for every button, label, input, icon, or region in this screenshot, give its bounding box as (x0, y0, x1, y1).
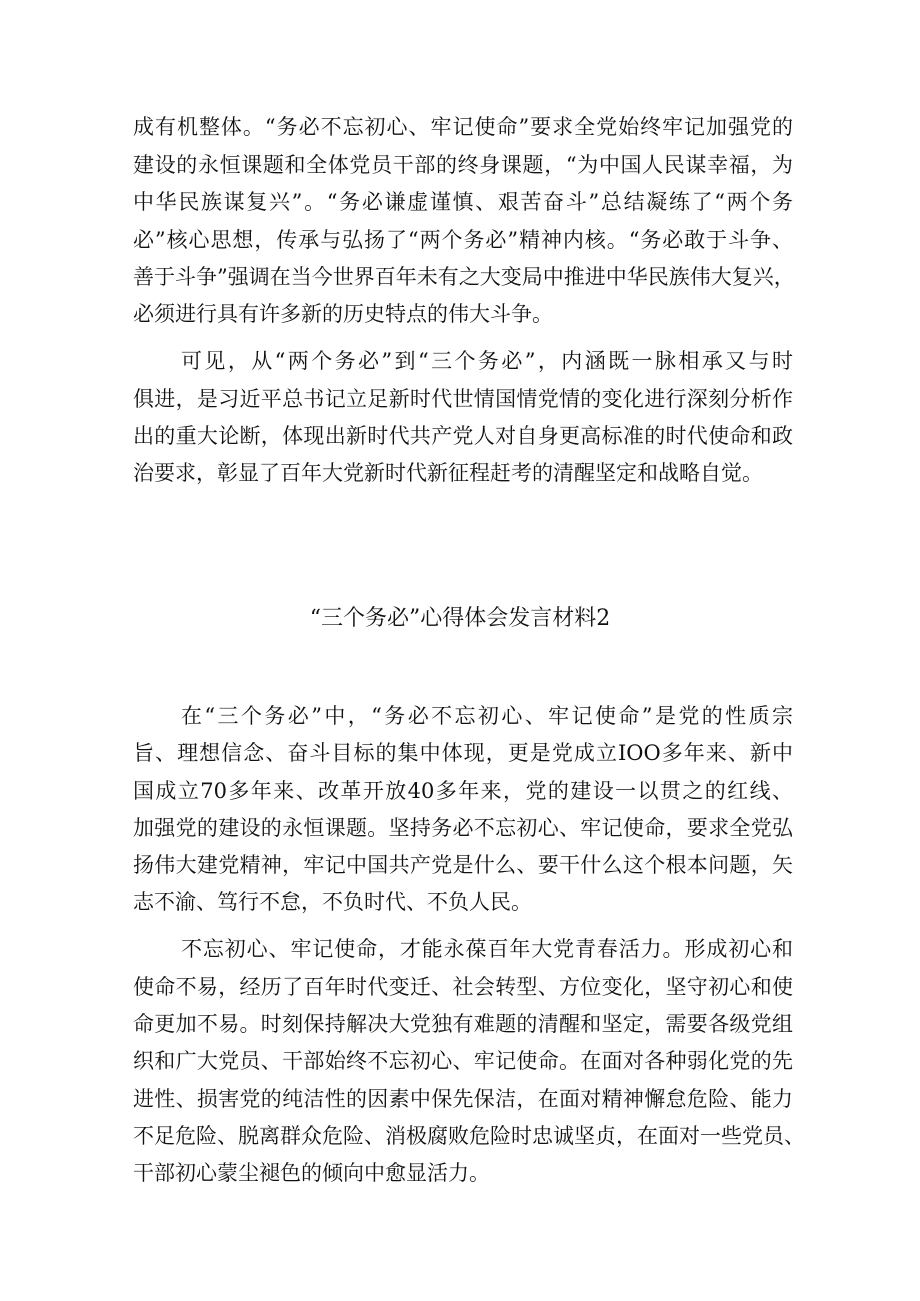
paragraph-line: 进性、损害党的纯洁性的因素中保先保洁，在面对精神懈怠危险、能力 (133, 1087, 793, 1111)
paragraph-line: 干部初心蒙尘褪色的倾向中愈显活力。 (133, 1161, 490, 1185)
paragraph-line: 在“三个务必”中，“务必不忘初心、牢记使命”是党的性质宗 (181, 704, 793, 728)
paragraph-line: 可见，从“两个务必”到“三个务必”，内涵既一脉相承又与时 (181, 349, 793, 373)
paragraph-line: 成有机整体。“务必不忘初心、牢记使命”要求全党始终牢记加强党的 (133, 115, 793, 139)
paragraph-line: 出的重大论断，体现出新时代共产党人对自身更高标准的时代使命和政 (133, 424, 793, 448)
paragraph-line: 必”核心思想，传承与弘扬了“两个务必”精神内核。“务必敢于斗争、 (133, 228, 793, 252)
paragraph-line: 旨、理想信念、奋斗目标的集中体现，更是党成立IOO多年来、新中 (133, 741, 793, 765)
paragraph-line: 中华民族谋复兴”。“务必谦虚谨慎、艰苦奋斗”总结凝练了“两个务 (133, 190, 793, 214)
paragraph-line: 志不渝、笃行不怠，不负时代、不负人民。 (133, 890, 532, 914)
paragraph-line: 不忘初心、牢记使命，才能永葆百年大党青春活力。形成初心和 (181, 937, 793, 961)
section-heading: “三个务必”心得体会发言材料2 (309, 606, 611, 631)
paragraph-line: 治要求，彰显了百年大党新时代新征程赶考的清醒坚定和战略自觉。 (133, 461, 763, 485)
paragraph-line: 使命不易，经历了百年时代变迁、社会转型、方位变化，坚守初心和使 (133, 975, 793, 999)
paragraph-line: 善于斗争”强调在当今世界百年未有之大变局中推进中华民族伟大复兴， (133, 265, 795, 289)
paragraph-line: 必须进行具有许多新的历史特点的伟大斗争。 (133, 302, 553, 326)
paragraph-line: 扬伟大建党精神，牢记中国共产党是什么、要干什么这个根本问题，矢 (133, 853, 793, 877)
paragraph-line: 命更加不易。时刻保持解决大党独有难题的清醒和坚定，需要各级党组 (133, 1012, 793, 1036)
paragraph-line: 俱进，是习近平总书记立足新时代世情国情党情的变化进行深刻分析作 (133, 387, 793, 411)
paragraph-line: 织和广大党员、干部始终不忘初心、牢记使命。在面对各种弱化党的先 (133, 1049, 793, 1073)
paragraph-line: 不足危险、脱离群众危险、消极腐败危险时忠诚坚贞，在面对一些党员、 (133, 1124, 805, 1148)
paragraph-line: 国成立70多年来、改革开放40多年来，党的建设一以贯之的红线、 (133, 779, 793, 803)
paragraph-line: 建设的永恒课题和全体党员干部的终身课题，“为中国人民谋幸福，为 (133, 153, 793, 177)
paragraph-line: 加强党的建设的永恒课题。坚持务必不忘初心、牢记使命，要求全党弘 (133, 816, 793, 840)
